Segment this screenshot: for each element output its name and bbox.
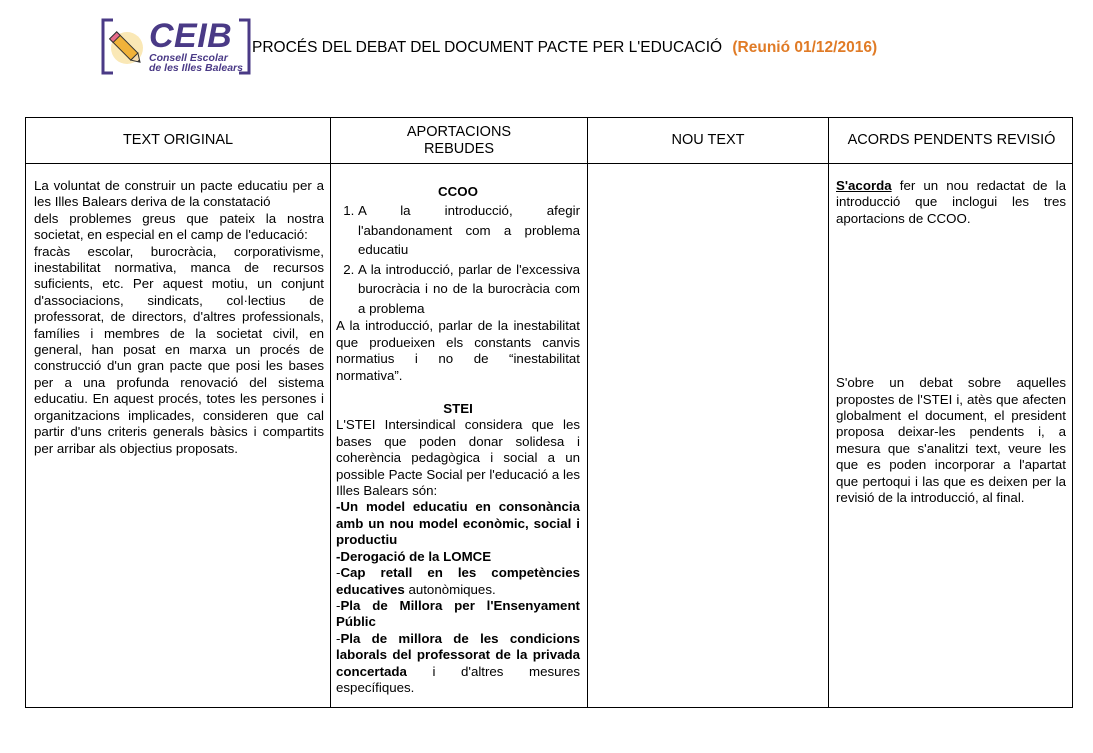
document-title: PROCÉS DEL DEBAT DEL DOCUMENT PACTE PER L'EDUCACIÓ	[252, 39, 723, 56]
agreement-stei: S'obre un debat sobre aquelles propostes de l'STEI i, atès que afecten globalment el document, el president proposa deixar-les pendents i, a mesura que s'analitzi text, veure les que es poden incorporar a l'apartat que pertoqui i las que es deixen per la revisió de la introducció, al final.	[836, 375, 1066, 506]
meeting-date: (Reunió 01/12/2016)	[732, 39, 878, 56]
header-contributions: APORTACIONS REBUDES	[406, 123, 512, 157]
list-item: 2. A la introducció, parlar de l'excessiva burocràcia i no de la burocràcia com a problema	[358, 260, 580, 319]
logo-subtitle-2: de les Illes Balears	[149, 62, 243, 74]
agreements-cell	[836, 178, 1066, 506]
original-paragraph: La voluntat de construir un pacte educatiu per a les Illes Balears deriva de la constatació	[34, 178, 324, 210]
logo-text: CEIB	[149, 17, 233, 55]
column-divider	[587, 118, 588, 707]
stei-item: -Derogació de la LOMCE	[336, 548, 492, 564]
logo-subtitle-1: Consell Escolar	[149, 52, 228, 64]
column-divider	[828, 118, 829, 707]
column-divider	[330, 118, 331, 707]
ccoo-heading: CCOO	[438, 184, 478, 199]
header-divider	[26, 163, 1072, 164]
stei-heading: STEI	[443, 401, 473, 417]
contributions-cell	[336, 184, 580, 696]
header-pending-agreements: ACORDS PENDENTS REVISIÓ	[847, 132, 1056, 148]
header-original-text: TEXT ORIGINAL	[122, 132, 234, 148]
stei-item: -Un model educatiu en consonància amb un nou model econòmic, social i productiu	[336, 499, 580, 548]
review-table	[25, 117, 1073, 708]
stei-intro: L'STEI Intersindical considera que les bases que poden donar solidesa i coherència pedagògica i social a un possible Pacte Social per l'educació a les Illes Balears són:	[336, 417, 580, 499]
pencil-icon	[107, 24, 149, 69]
original-paragraph: dels problemes greus que pateix la nostra societat, en especial en el camp de l'educació:	[34, 210, 324, 243]
page-title	[252, 39, 877, 57]
agreement-ccoo: S'acorda fer un nou redactat de la introducció que inclogui les tres aportacions de CCOO.	[836, 178, 1066, 226]
stei-item: -Pla de Millora per l'Ensenyament Públic	[336, 597, 580, 630]
original-paragraph: fracàs escolar, burocràcia, corporativisme, inestabilitat normativa, manca de recursos suficients, etc. Per aquest motiu, un conjunt d'associacions, sindicats, col·lectius de professorat, de directors, d'altres professionals, famílies i membres de la societat civil, en general, han posat en marxa un procés de construcció d'un gran pacte que posi les bases per a una profunda renovació del sistema educatiu. En aquest procés, totes les persones i organitzacions implicades, consideren que cal partir d'uns criteris generals bàsics i compartits per arribar als objectius proposats.	[34, 243, 324, 456]
original-text-cell	[34, 178, 324, 457]
stei-item: -Pla de millora de les condicions laborals del professorat de la privada concertada i d'altres mesures específiques.	[336, 630, 580, 695]
header-new-text: NOU TEXT	[671, 132, 745, 148]
ccoo-list	[336, 201, 580, 318]
list-item: 1. A la introducció, afegir l'abandonament com a problema educatiu	[358, 201, 580, 260]
stei-item: -Cap retall en les competències educatives autonòmiques.	[336, 565, 580, 597]
ccoo-extra-note: A la introducció, parlar de la inestabilitat que produeixen els constants canvis normatius i no de “inestabilitat normativa”.	[336, 318, 580, 383]
ceib-logo	[101, 18, 251, 75]
